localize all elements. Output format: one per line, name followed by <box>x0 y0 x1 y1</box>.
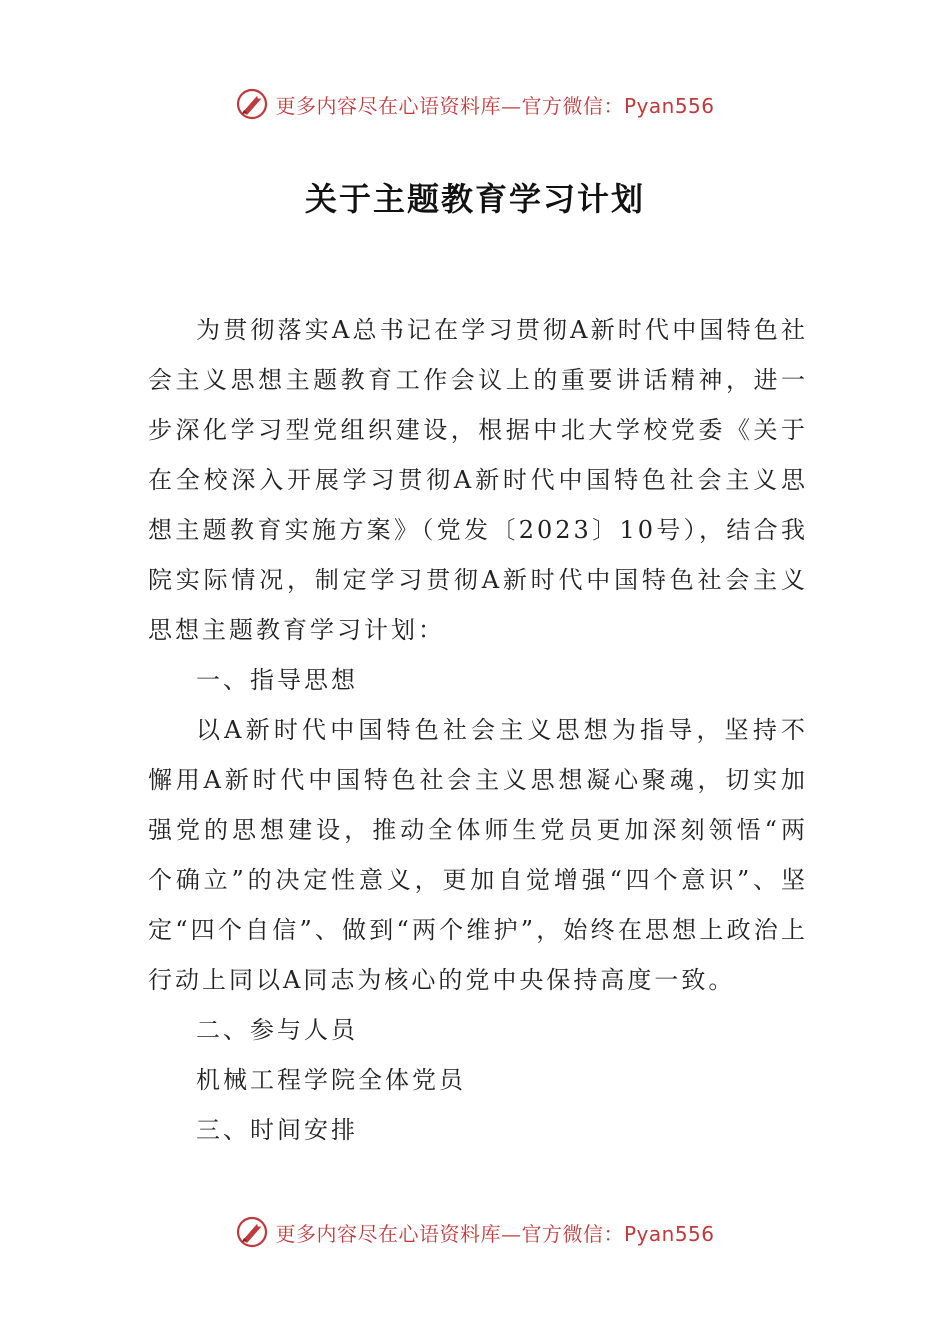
watermark-wechat-id: Pyan556 <box>623 93 715 118</box>
watermark-brand: 更多内容尽在心语资料库 <box>275 1221 501 1246</box>
pen-logo-icon <box>235 87 269 121</box>
guiding-thought-paragraph: 以A新时代中国特色社会主义思想为指导，坚持不懈用A新时代中国特色社会主义思想凝心聚魂，切实加强党的思想建设，推动全体师生党员更加深刻领悟“两个确立”的决定性意义，更加自觉增强“四个意识”、坚定“四个自信”、做到“两个维护”，始终在思想上政治上行动上同以A同志为核心的党中央保持高度一致。 <box>148 716 808 994</box>
watermark-wechat-label: 官方微信： <box>521 93 624 118</box>
intro-paragraph: 为贯彻落实A总书记在学习贯彻A新时代中国特色社会主义思想主题教育工作会议上的重要讲话精神，进一步深化学习型党组织建设，根据中北大学校党委《关于在全校深入开展学习贯彻A新时代中国特色社会主义思想主题教育实施方案》（党发〔2023〕10号），结合我院实际情况，制定学习贯彻A新时代中国特色社会主义思想主题教育学习计划： <box>148 316 808 644</box>
section-heading-participants: 二、参与人员 <box>196 1016 358 1044</box>
watermark-text <box>275 90 714 119</box>
header-watermark <box>0 84 950 124</box>
watermark-dash: — <box>500 93 522 118</box>
pen-logo-icon <box>235 1215 269 1249</box>
watermark-text <box>275 1218 714 1247</box>
footer-watermark <box>0 1212 950 1252</box>
watermark-brand: 更多内容尽在心语资料库 <box>275 93 501 118</box>
watermark-dash: — <box>500 1221 522 1246</box>
document-title: 关于主题教育学习计划 <box>304 180 645 218</box>
section-heading-guiding-thought: 一、指导思想 <box>196 666 358 694</box>
watermark-wechat-label: 官方微信： <box>521 1221 624 1246</box>
section-heading-schedule: 三、时间安排 <box>196 1116 358 1144</box>
watermark-wechat-id: Pyan556 <box>623 1221 715 1246</box>
document-body <box>148 305 808 1155</box>
participants-paragraph: 机械工程学院全体党员 <box>196 1066 466 1094</box>
